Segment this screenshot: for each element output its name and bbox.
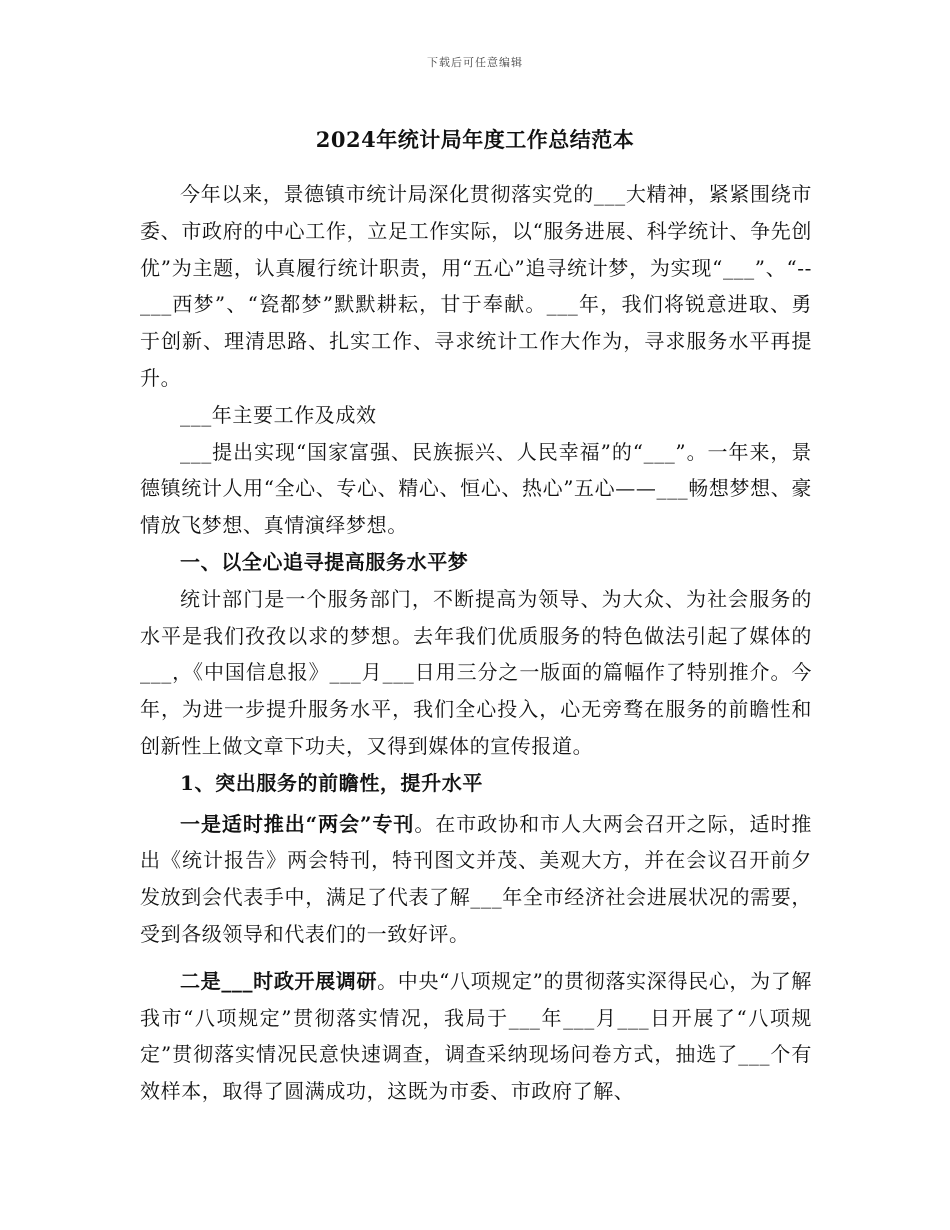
- page-header-note: 下载后可任意编辑: [427, 56, 523, 69]
- overview-paragraph: ___提出实现“国家富强、民族振兴、人民幸福”的“___”。一年来，景德镇统计人用“全心、专心、精心、恒心、热心”五心——___畅想梦想、豪情放飞梦想、真情演绎梦想。: [140, 439, 812, 538]
- item-1-text: 。在市政协和市人大两会召开之际，适时推出《统计报告》两会特刊，特刊图文并茂、美观大方，并在会议召开前夕发放到会代表手中，满足了代表了解___年全市经济社会进展状况的需要，受到各级领导和代表们的一致好评。: [140, 811, 812, 946]
- intro-paragraph: 今年以来，景德镇市统计局深化贯彻落实党的___大精神，紧紧围绕市委、市政府的中心工作，立足工作实际，以“服务进展、科学统计、争先创优”为主题，认真履行统计职责，用“五心”追寻统计梦，为实现“___”、“--___西梦”、“瓷都梦”默默耕耘，甘于奉献。___年，我们将锐意进取、勇于创新、理清思路、扎实工作、寻求统计工作大作为，寻求服务水平再提升。: [140, 182, 812, 390]
- section-title: ___年主要工作及成效: [180, 402, 377, 427]
- heading-1-1: 1、突出服务的前瞻性，提升水平: [180, 770, 483, 795]
- item-2-text: 。中央“八项规定”的贯彻落实深得民心，为了解我市“八项规定”贯彻落实情况，我局于___年___月___日开展了“八项规定”贯彻落实情况民意快速调查，调查采纳现场问卷方式，抽选了___个有效样本，取得了圆满成功，这既为市委、市政府了解、: [140, 968, 812, 1104]
- item-2-lead: 二是___时政开展调研: [180, 968, 378, 993]
- paragraph-1: 统计部门是一个服务部门，不断提高为领导、为大众、为社会服务的水平是我们孜孜以求的梦想。去年我们优质服务的特色做法引起了媒体的___，《中国信息报》___月___日用三分之一版面的篇幅作了特别推介。今年，为进一步提升服务水平，我们全心投入，心无旁骛在服务的前瞻性和创新性上做文章下功夫，又得到媒体的宣传报道。: [140, 586, 812, 758]
- heading-1: 一、以全心追寻提高服务水平梦: [180, 549, 469, 574]
- item-2-paragraph: [140, 963, 812, 1110]
- document-body: [140, 176, 812, 1110]
- document-title: 2024年统计局年度工作总结范本: [315, 127, 635, 152]
- item-1-lead: 一是适时推出“两会”专刊: [180, 811, 415, 836]
- item-1-paragraph: [140, 806, 812, 953]
